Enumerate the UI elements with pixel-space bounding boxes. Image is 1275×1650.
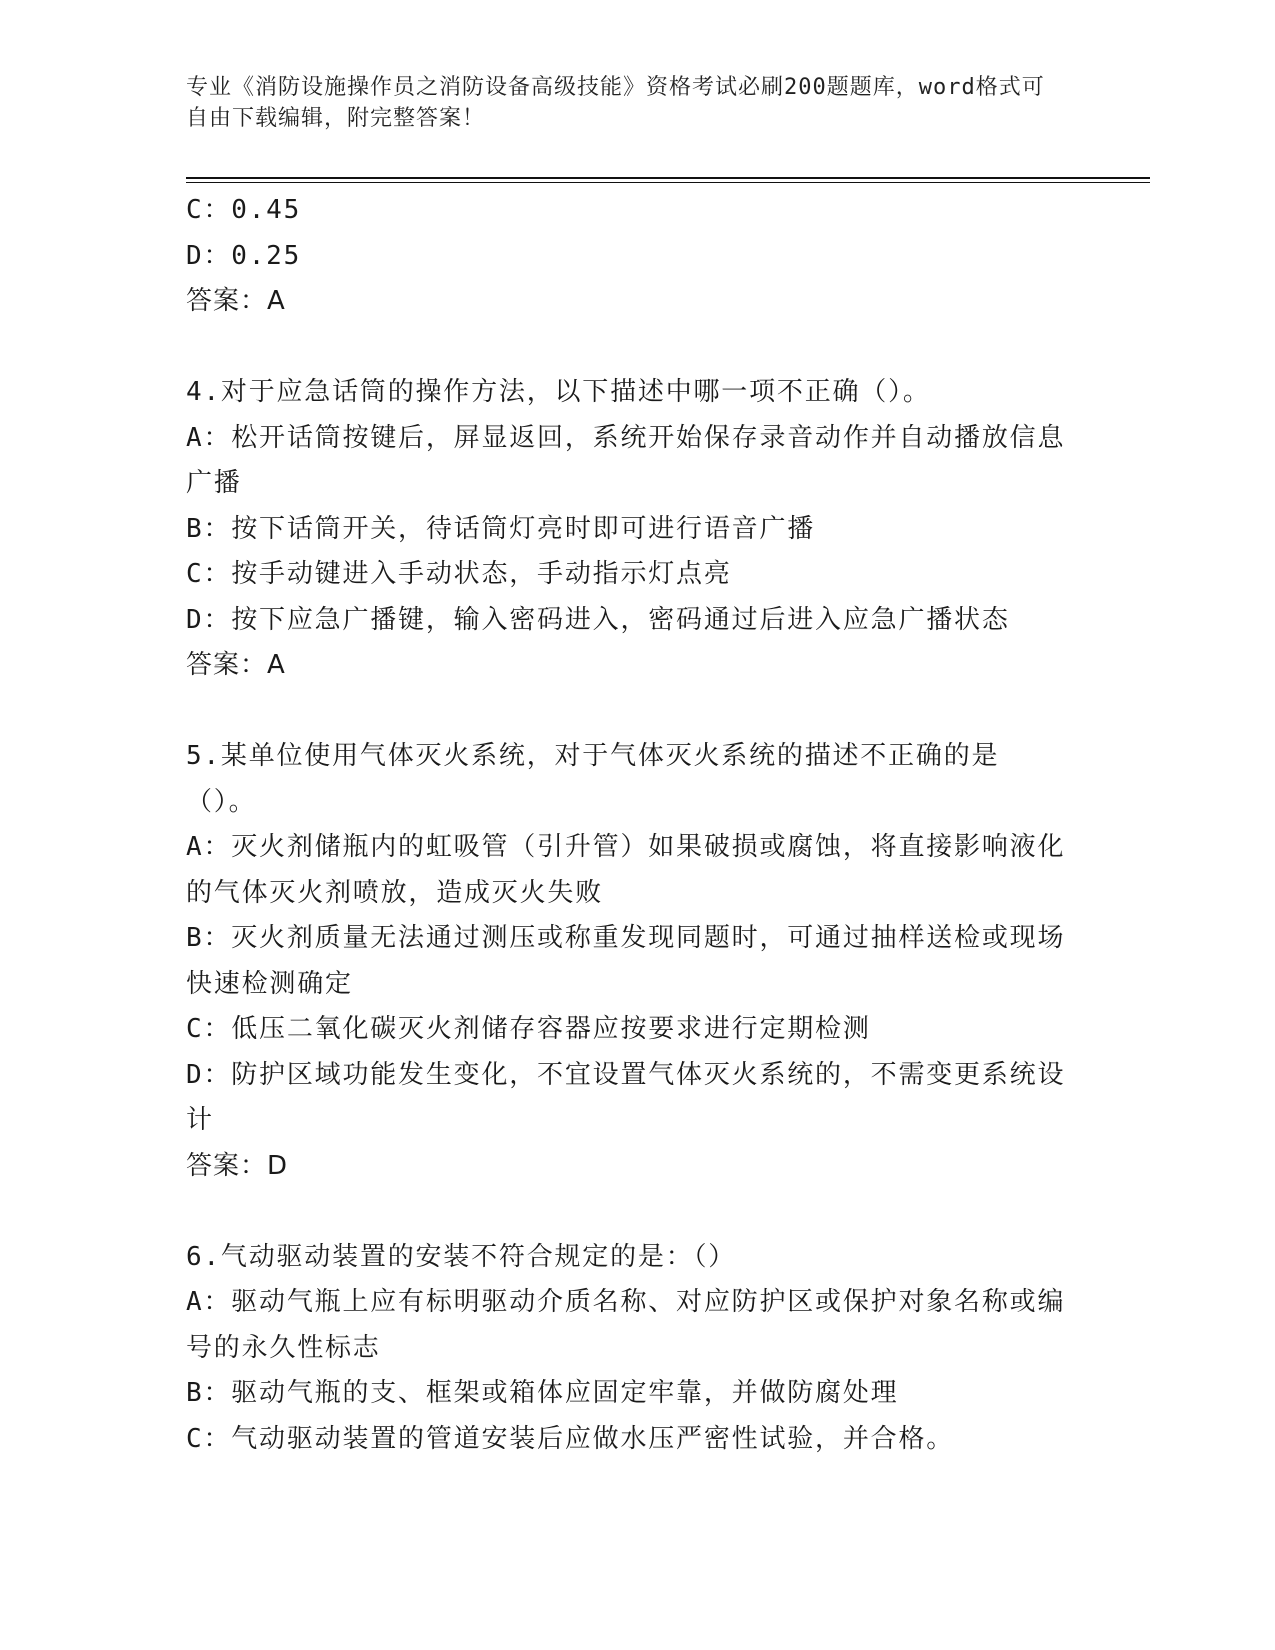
option-d: D：按下应急广播键，输入密码进入，密码通过后进入应急广播状态 <box>186 604 1010 635</box>
question-6 <box>186 1235 1066 1463</box>
option-c: C：低压二氧化碳灭火剂储存容器应按要求进行定期检测 <box>186 1014 871 1044</box>
option-d: D：防护区域功能发生变化，不宜设置气体灭火系统的，不需变更系统设计 <box>186 1059 1066 1135</box>
option-a: A：松开话筒按键后，屏显返回，系统开始保存录音动作并自动播放信息广播 <box>186 422 1066 498</box>
question-4 <box>186 370 1066 689</box>
prev-option-d: D：0.25 <box>186 240 302 271</box>
prev-option-c: C：0.45 <box>186 195 302 225</box>
spacer <box>186 689 1066 735</box>
option-b: B：按下话筒开关，待话筒灯亮时即可进行语音广播 <box>186 513 816 544</box>
header-divider <box>186 177 1150 179</box>
header-divider-thin <box>186 182 1150 183</box>
question-stem: 6.气动驱动装置的安装不符合规定的是：（） <box>186 1241 737 1272</box>
option-c: C：气动驱动装置的管道安装后应做水压严密性试验，并合格。 <box>186 1423 955 1454</box>
option-b: B：灭火剂质量无法通过测压或称重发现同题时，可通过抽样送检或现场快速检测确定 <box>186 923 1066 999</box>
option-c: C：按手动键进入手动状态，手动指示灯点亮 <box>186 559 732 589</box>
option-a: A：驱动气瓶上应有标明驱动介质名称、对应防护区或保护对象名称或编号的永久性标志 <box>186 1287 1066 1363</box>
prev-answer: 答案：A <box>186 286 286 316</box>
question-stem: 4.对于应急话筒的操作方法，以下描述中哪一项不正确（）。 <box>186 377 931 407</box>
spacer <box>186 325 1066 371</box>
option-b: B：驱动气瓶的支、框架或箱体应固定牢靠，并做防腐处理 <box>186 1378 899 1408</box>
spacer <box>186 1189 1066 1235</box>
question-stem: 5.某单位使用气体灭火系统，对于气体灭火系统的描述不正确的是（）。 <box>186 741 1000 817</box>
question-5 <box>186 734 1066 1189</box>
question-content <box>186 188 1066 1462</box>
answer: 答案：D <box>186 1150 289 1181</box>
option-a: A：灭火剂储瓶内的虹吸管（引升管）如果破损或腐蚀，将直接影响液化的气体灭火剂喷放，造成灭火失败 <box>186 832 1066 908</box>
answer: 答案：A <box>186 650 286 680</box>
page-header: 专业《消防设施操作员之消防设备高级技能》资格考试必刷200题题库，word格式可自由下载编辑，附完整答案！ <box>186 75 1045 131</box>
